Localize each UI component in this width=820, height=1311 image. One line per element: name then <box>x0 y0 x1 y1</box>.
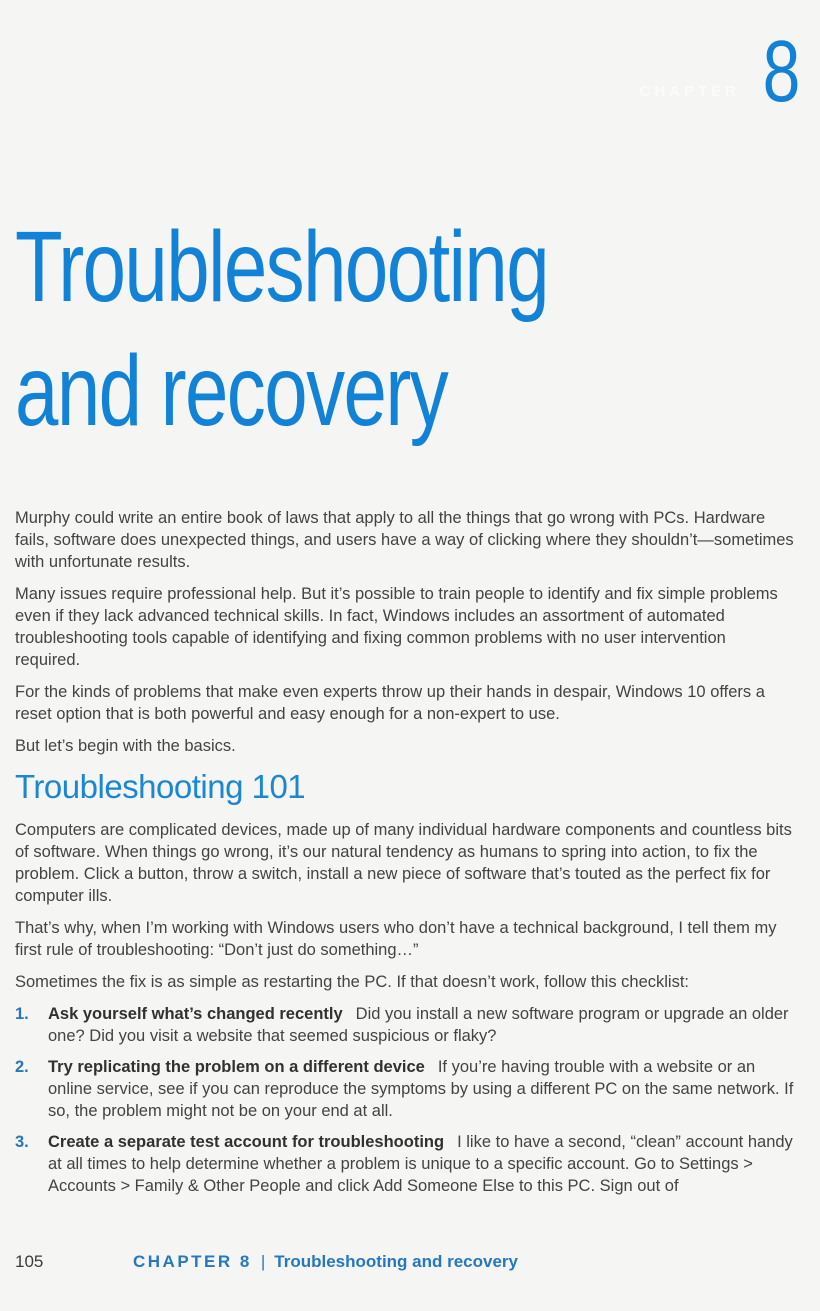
section-paragraph: Computers are complicated devices, made up of many individual hardware components and countless bits of software. When things go wrong, it’s our natural tendency as humans to spring into action, to fix the problem. Click a button, throw a switch, install a new piece of software that’s touted as the perfect fix for computer ills. <box>15 821 792 905</box>
checklist-item-text: Did you install a new software program or upgrade an older one? Did you visit a website that seemed suspicious or flaky? <box>48 1005 789 1045</box>
checklist-number: 2. <box>15 1058 29 1076</box>
chapter-label: CHAPTER <box>639 83 740 100</box>
page-footer <box>0 1251 820 1273</box>
checklist-item-title: Ask yourself what’s changed recently <box>48 1005 343 1023</box>
intro-paragraph: For the kinds of problems that make even experts throw up their hands in despair, Windows 10 offers a reset option that is both powerful and easy enough for a non-expert to use. <box>15 683 765 723</box>
checklist-item <box>15 1003 795 1047</box>
checklist-item-text: If you’re having trouble with a website or an online service, see if you can reproduce the symptoms by using a different PC on the same network. If so, the problem might not be on your end at all. <box>48 1058 794 1120</box>
troubleshooting-checklist <box>15 1003 795 1197</box>
section-paragraph: That’s why, when I’m working with Windows users who don’t have a technical background, I tell them my first rule of troubleshooting: “Don’t just do something…” <box>15 919 777 959</box>
footer-chapter-ref <box>133 1251 518 1273</box>
intro-paragraph: Many issues require professional help. But it’s possible to train people to identify and fix simple problems even if they lack advanced technical skills. In fact, Windows includes an assortment of automated troubleshooting tools capable of identifying and fixing common problems with no user intervention required. <box>15 585 778 669</box>
footer-chapter-label: CHAPTER 8 <box>133 1252 252 1271</box>
checklist-item-title: Try replicating the problem on a different device <box>48 1058 425 1076</box>
intro-paragraph: But let’s begin with the basics. <box>15 737 236 755</box>
checklist-number: 3. <box>15 1133 29 1151</box>
checklist-item <box>15 1131 795 1197</box>
checklist-number: 1. <box>15 1005 29 1023</box>
section-paragraph: Sometimes the fix is as simple as restarting the PC. If that doesn’t work, follow this checklist: <box>15 973 690 991</box>
footer-separator: | <box>260 1252 266 1271</box>
chapter-title <box>15 205 548 453</box>
checklist-item <box>15 1056 795 1122</box>
section-heading: Troubleshooting 101 <box>15 768 306 805</box>
chapter-title-line2: and recovery <box>15 335 448 447</box>
chapter-title-line1: Troubleshooting <box>15 211 549 323</box>
page-content <box>15 507 795 1206</box>
page-number: 105 <box>15 1252 44 1271</box>
checklist-item-text: I like to have a second, “clean” account handy at all times to help determine whether a problem is unique to a specific account. Go to Settings > Accounts > Family & Other People and click Add Someone Else to this PC. Sign out of <box>48 1133 793 1195</box>
intro-paragraph: Murphy could write an entire book of laws that apply to all the things that go wrong with PCs. Hardware fails, software does unexpected things, and users have a way of clicking where they shouldn’t—sometimes with unfortunate results. <box>15 509 794 571</box>
footer-chapter-title: Troubleshooting and recovery <box>274 1252 518 1271</box>
chapter-number: 8 <box>762 23 800 120</box>
checklist-item-title: Create a separate test account for troubleshooting <box>48 1133 445 1151</box>
